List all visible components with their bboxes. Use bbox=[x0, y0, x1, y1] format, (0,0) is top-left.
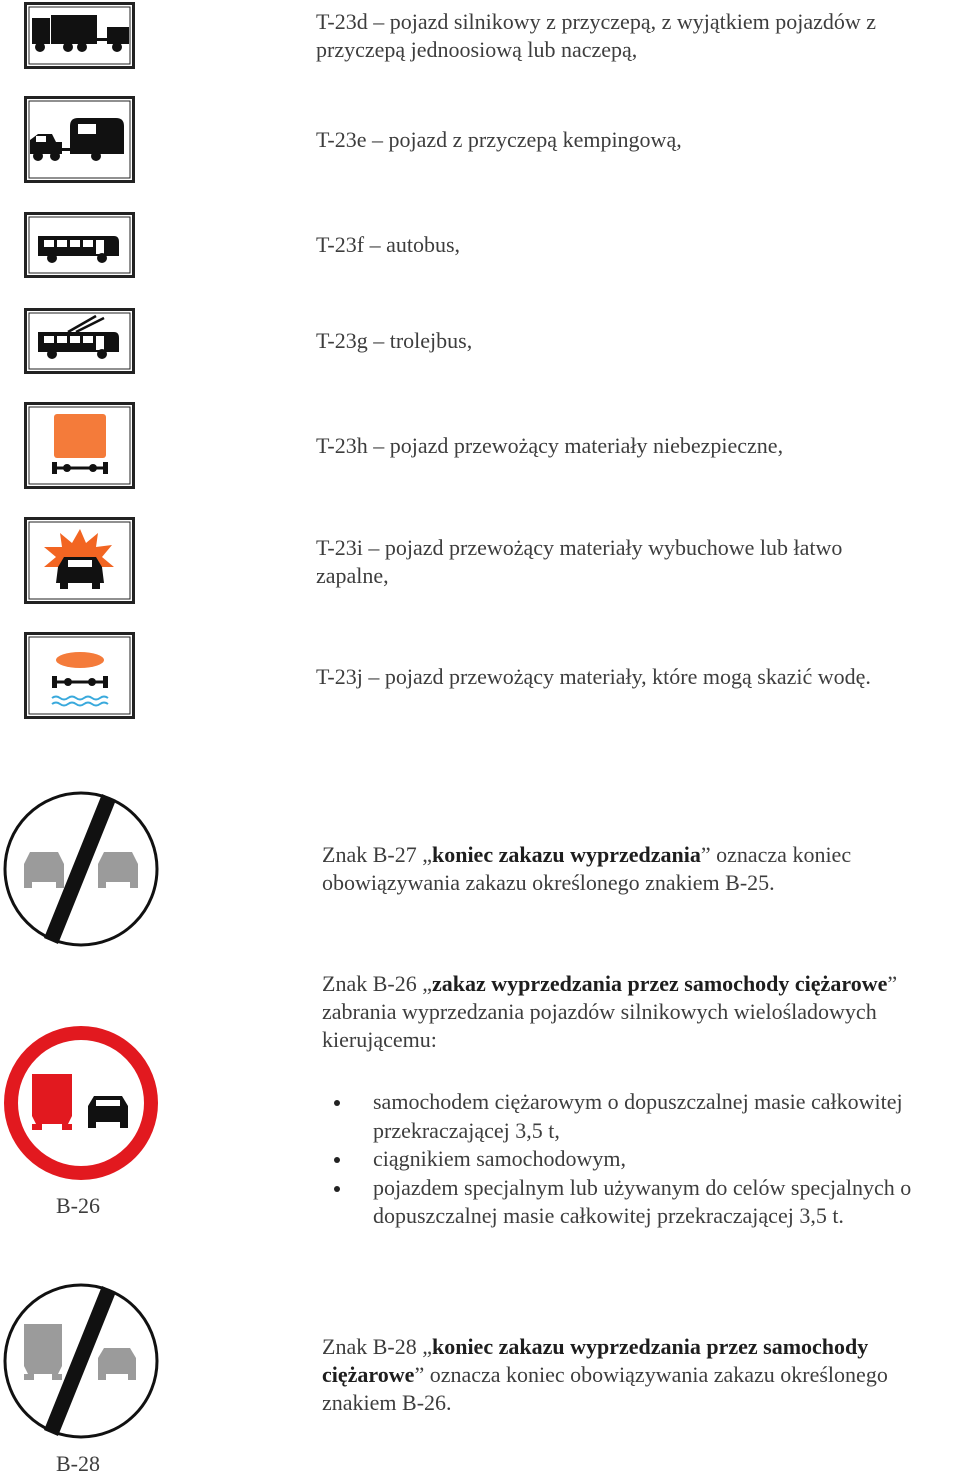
car-with-caravan-icon bbox=[24, 96, 135, 183]
b28-description: Znak B-28 „koniec zakazu wyprzedzania przez samochody ciężarowe” oznacza koniec obowiązywania zakazu określonego znakiem B-26. bbox=[322, 1334, 888, 1415]
t23g-description: T-23g – trolejbus, bbox=[316, 328, 473, 353]
b28-caption: B-28 bbox=[56, 1451, 100, 1476]
t23i-description: T-23i – pojazd przewożący materiały wybuchowe lub łatwo zapalne, bbox=[316, 535, 843, 588]
t23f-description: T-23f – autobus, bbox=[316, 232, 461, 257]
truck-with-trailer-icon bbox=[24, 2, 135, 69]
bus-icon bbox=[24, 212, 135, 278]
water-pollutant-vehicle-icon bbox=[24, 632, 135, 719]
end-of-no-overtaking-sign-icon bbox=[2, 790, 160, 948]
bullet-icon bbox=[334, 1157, 340, 1163]
t23j-description: T-23j – pojazd przewożący materiały, które mogą skazić wodę. bbox=[316, 664, 871, 689]
list-item: samochodem ciężarowym o dopuszczalnej masie całkowitej przekraczającej 3,5 t, bbox=[322, 1088, 960, 1145]
b27-description: Znak B-27 „koniec zakazu wyprzedzania” oznacza koniec obowiązywania zakazu określonego znakiem B-25. bbox=[322, 842, 852, 895]
list-item: pojazdem specjalnym lub używanym do celów specjalnych o dopuszczalnej masie całkowitej przekraczającej 3,5 t. bbox=[322, 1174, 960, 1231]
t23d-description: T-23d – pojazd silnikowy z przyczepą, z wyjątkiem pojazdów z przyczepą jednoosiową lub naczepą, bbox=[316, 9, 877, 62]
explosive-goods-vehicle-icon bbox=[24, 517, 135, 604]
no-overtaking-by-trucks-sign-icon bbox=[2, 1024, 160, 1182]
list-item: ciągnikiem samochodowym, bbox=[322, 1145, 960, 1174]
b26-description: Znak B-26 „zakaz wyprzedzania przez samochody ciężarowe” zabrania wyprzedzania pojazdów silnikowych wielośladowych kierującemu: bbox=[322, 971, 898, 1052]
t23h-description: T-23h – pojazd przewożący materiały niebezpieczne, bbox=[316, 433, 784, 458]
dangerous-goods-vehicle-icon bbox=[24, 402, 135, 489]
bullet-icon bbox=[334, 1100, 340, 1106]
t23e-description: T-23e – pojazd z przyczepą kempingową, bbox=[316, 127, 682, 152]
b26-caption: B-26 bbox=[56, 1193, 100, 1218]
end-of-no-overtaking-by-trucks-sign-icon bbox=[2, 1282, 160, 1440]
b26-bullet-list bbox=[322, 1088, 960, 1231]
trolleybus-icon bbox=[24, 308, 135, 374]
bullet-icon bbox=[334, 1186, 340, 1192]
